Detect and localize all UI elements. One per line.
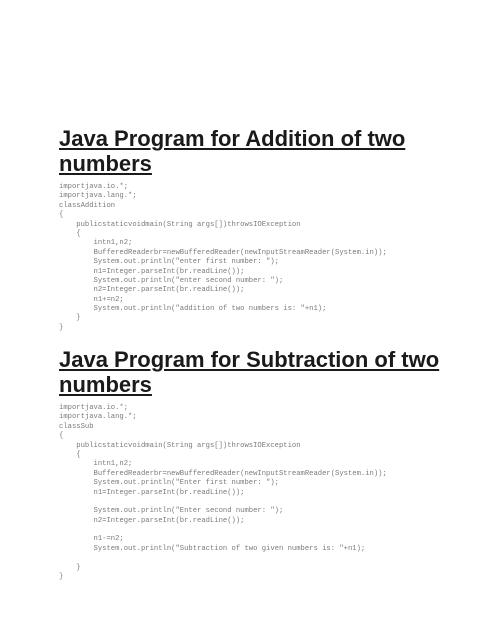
code-line: classAddition [59, 201, 116, 210]
code-line: BufferedReaderbr=newBufferedReader(newInputStreamReader(System.in)); [59, 248, 387, 257]
code-line: System.out.println("Enter second number: "); [59, 507, 284, 516]
code-line: } [59, 573, 64, 582]
code-line: importjava.lang.*; [59, 413, 137, 422]
code-line: n1-=n2; [59, 535, 124, 544]
section-title-addition: Java Program for Addition of two numbers [59, 126, 406, 176]
code-line: } [59, 563, 81, 572]
code-line: BufferedReaderbr=newBufferedReader(newInputStreamReader(System.in)); [59, 469, 387, 478]
code-line: intn1,n2; [59, 460, 133, 469]
code-line [59, 498, 479, 507]
code-line [59, 554, 479, 563]
code-line: n1=Integer.parseInt(br.readLine()); [59, 488, 245, 497]
code-line: n1=Integer.parseInt(br.readLine()); [59, 267, 245, 276]
section-title-subtraction: Java Program for Subtraction of two numbers [59, 347, 440, 397]
code-line [59, 526, 479, 535]
code-line: { [59, 229, 81, 238]
code-line: { [59, 211, 64, 220]
code-line: } [59, 314, 81, 323]
code-line: n2=Integer.parseInt(br.readLine()); [59, 516, 245, 525]
code-block-addition [59, 183, 479, 333]
code-line: n2=Integer.parseInt(br.readLine()); [59, 286, 245, 295]
code-line: { [59, 432, 64, 441]
code-line: n1+=n2; [59, 295, 124, 304]
code-line: System.out.println("addition of two numbers is: "+n1); [59, 305, 327, 314]
code-block-subtraction [59, 404, 479, 582]
code-line: System.out.println("Enter first number: "); [59, 479, 279, 488]
code-line: publicstaticvoidmain(String args[])throwsIOException [59, 441, 301, 450]
code-line: importjava.io.*; [59, 183, 129, 191]
code-line: importjava.lang.*; [59, 192, 137, 201]
code-line: System.out.println("enter second number: "); [59, 276, 284, 285]
code-line: System.out.println("Subtraction of two given numbers is: "+n1); [59, 544, 366, 553]
code-line: classSub [59, 422, 94, 431]
code-line: importjava.io.*; [59, 404, 129, 412]
code-line: } [59, 323, 64, 332]
code-line: publicstaticvoidmain(String args[])throwsIOException [59, 220, 301, 229]
code-line: intn1,n2; [59, 239, 133, 248]
code-line: System.out.println("enter first number: "); [59, 258, 279, 267]
code-line: { [59, 450, 81, 459]
